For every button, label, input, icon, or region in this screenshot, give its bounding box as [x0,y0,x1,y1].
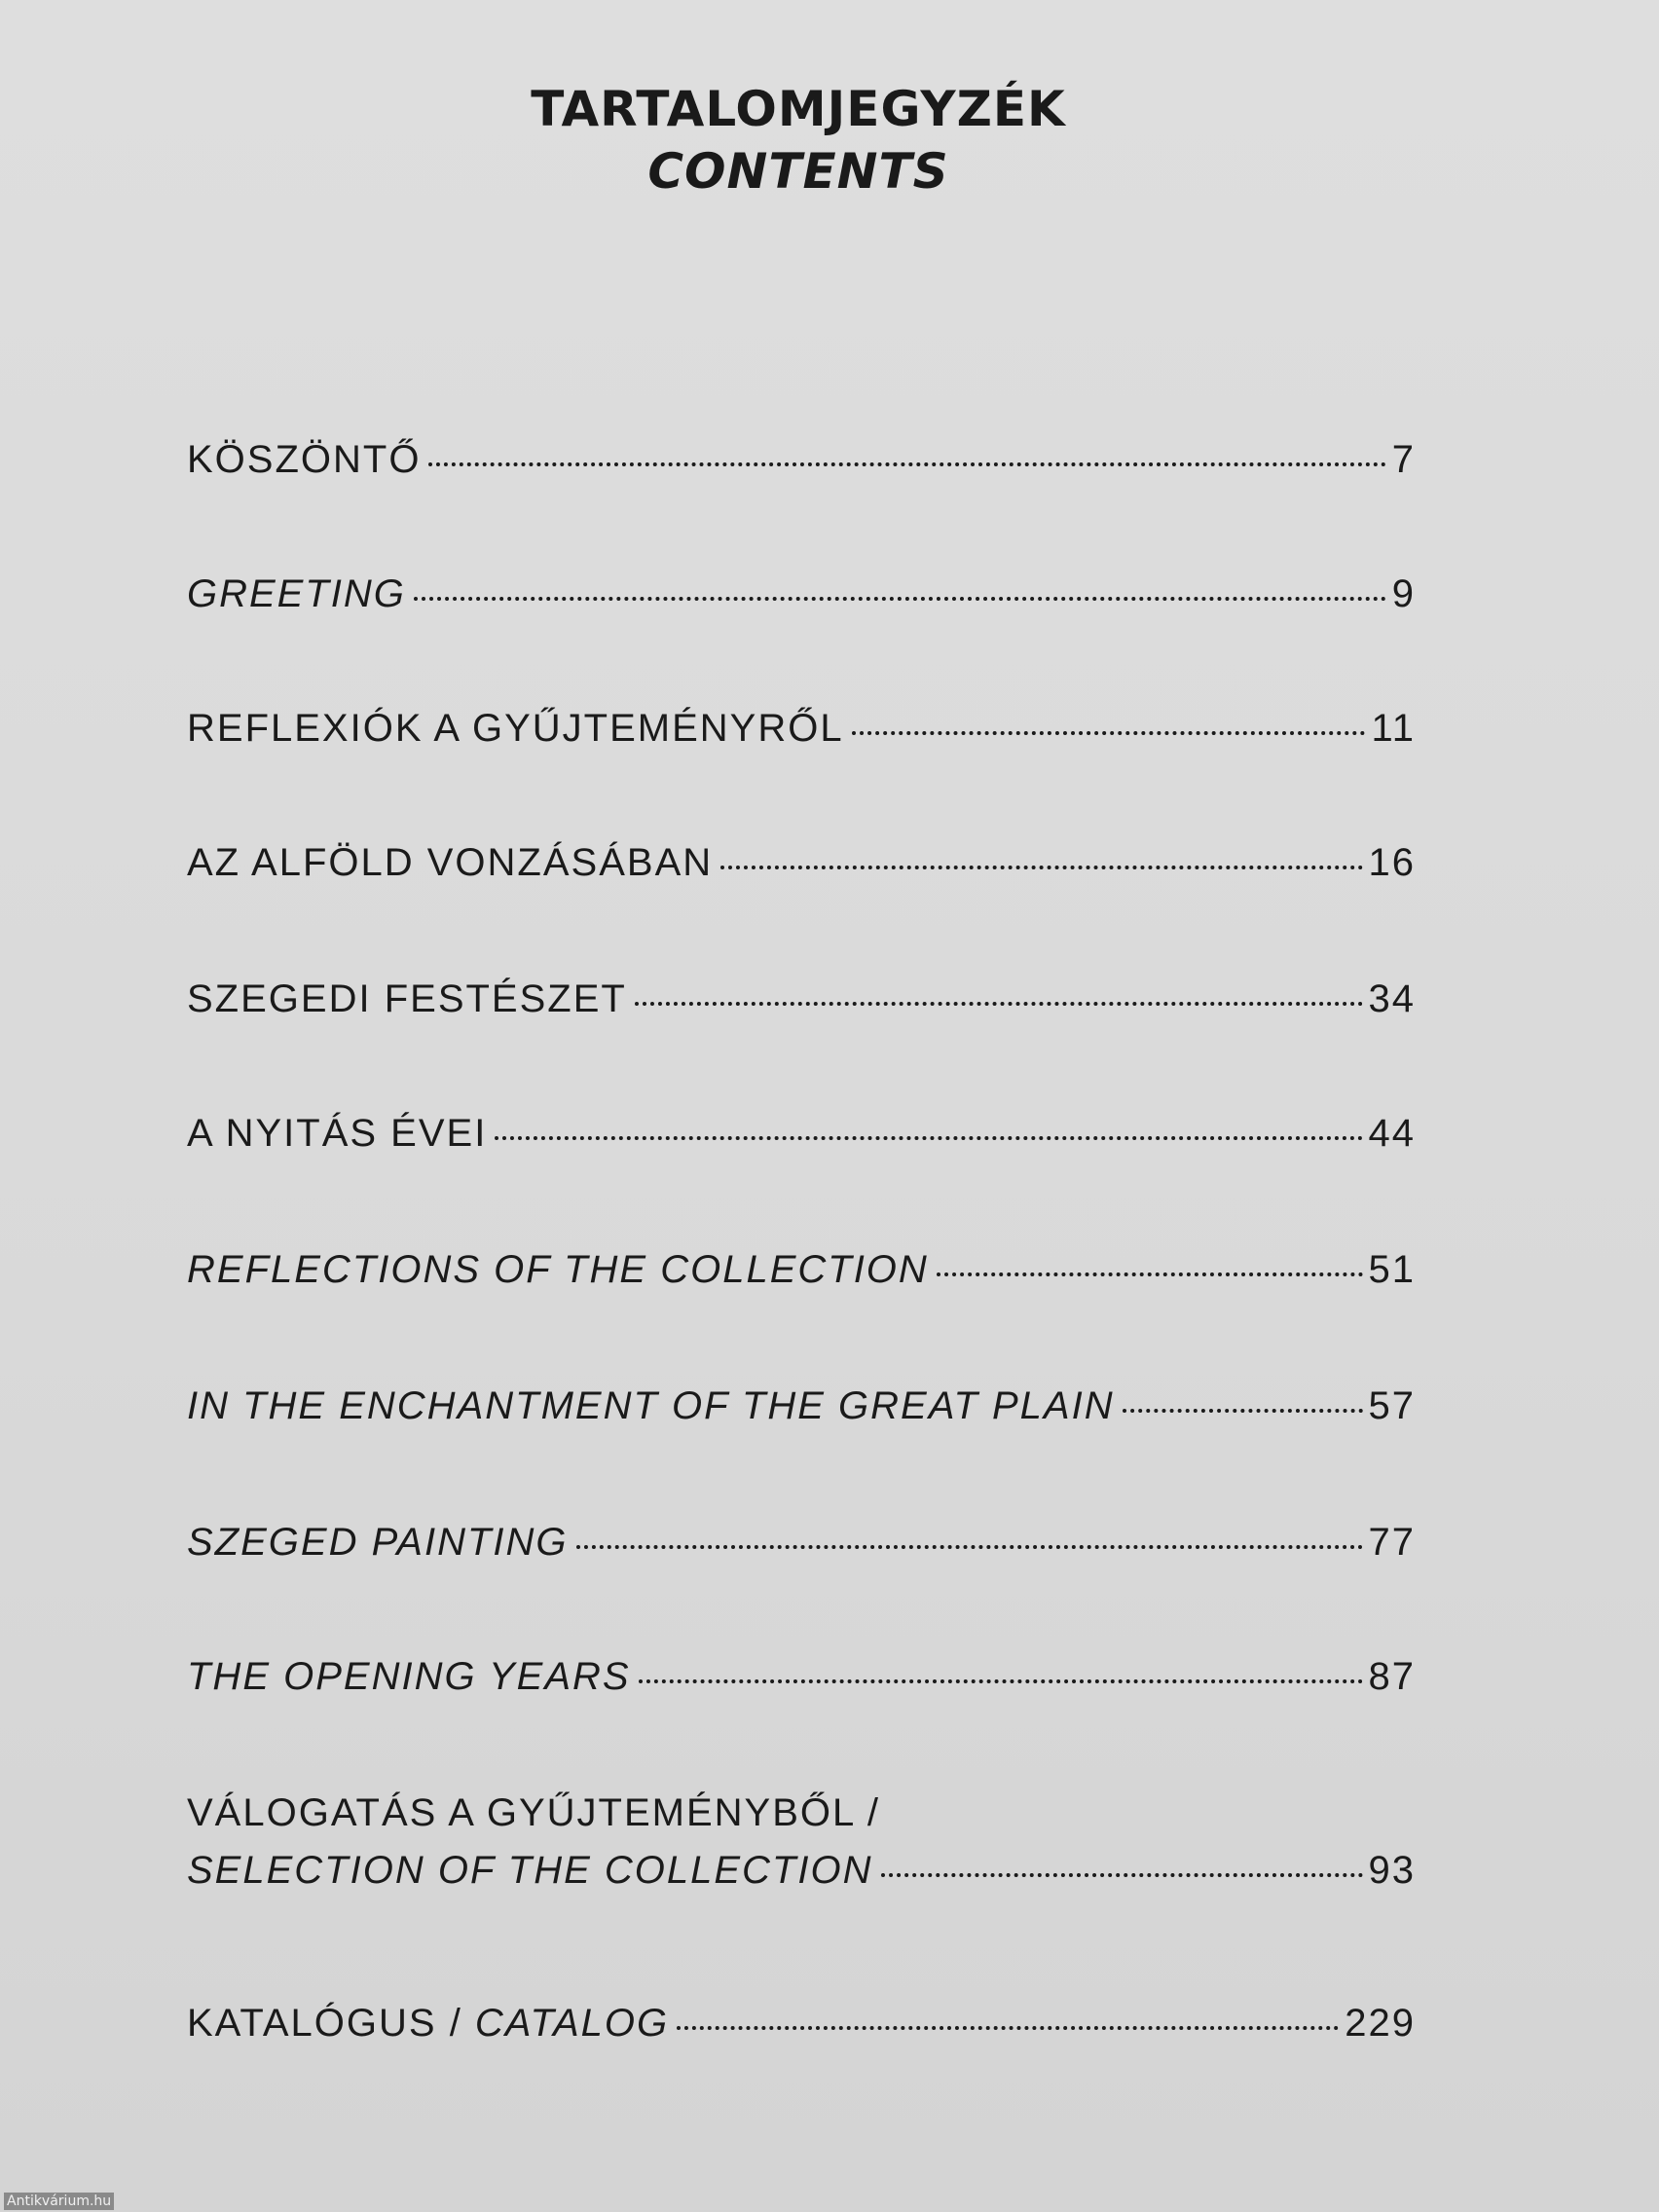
toc-entry-page: 87 [1368,1655,1416,1698]
toc-entry-reflections [187,1248,1416,1292]
dot-leader [639,1679,1363,1683]
toc-entry-page: 44 [1368,1112,1416,1155]
dot-leader [635,1002,1363,1006]
dot-leader [495,1136,1362,1140]
toc-entry-page: 51 [1368,1248,1416,1291]
dot-leader [881,1873,1363,1877]
toc-entry-page: 7 [1391,438,1416,481]
toc-entry-opening-years [187,1655,1416,1699]
watermark-text: Antikvárium.hu [4,2193,114,2210]
toc-entry-koszonto [187,438,1416,482]
toc-entry-label-english: CATALOG [474,2002,670,2045]
toc-entry-szegedi-festeszet [187,977,1416,1021]
toc-entry-enchantment [187,1384,1416,1428]
toc-entry-label: SZEGED PAINTING [187,1521,569,1564]
toc-entry-label: THE OPENING YEARS [187,1655,631,1698]
toc-entry-reflexiok [187,707,1416,751]
dot-leader [937,1272,1363,1276]
toc-entry-page: 11 [1371,707,1416,750]
toc-entry-selection [187,1791,1416,1893]
toc-entry-greeting [187,572,1416,616]
toc-entry-page: 77 [1368,1521,1416,1564]
dot-leader [414,597,1386,601]
toc-entry-szeged-painting [187,1521,1416,1565]
toc-entry-page: 34 [1368,977,1416,1020]
toc-entry-label-english: SELECTION OF THE COLLECTION [187,1849,873,1892]
toc-entry-label-hungarian: VÁLOGATÁS A GYŰJTEMÉNYBŐL / [187,1791,880,1834]
toc-entry-page: 229 [1345,2002,1416,2045]
dot-leader [720,866,1362,869]
toc-entry-alfold [187,841,1416,885]
dot-leader [677,2026,1339,2030]
toc-entry-nyitas-evei [187,1112,1416,1156]
title-english: CONTENTS [647,143,949,200]
toc-entry-label: GREETING [187,572,406,615]
toc-entry-page: 57 [1368,1384,1416,1427]
toc-entry-label: REFLEXIÓK A GYŰJTEMÉNYRŐL [187,707,844,750]
toc-entry-second-line [187,1849,1416,1893]
toc-entry-page: 16 [1368,841,1416,884]
title-hungarian: TARTALOMJEGYZÉK [531,81,1066,137]
title-block [0,78,1597,203]
dot-leader [1123,1409,1363,1413]
toc-entry-label: KÖSZÖNTŐ [187,438,422,481]
dot-leader [428,462,1385,466]
toc-entry-catalog [187,2002,1416,2046]
toc-entry-label: REFLECTIONS OF THE COLLECTION [187,1248,929,1291]
toc-entry-label: AZ ALFÖLD VONZÁSÁBAN [187,841,714,884]
toc-entry-label: SZEGEDI FESTÉSZET [187,977,627,1020]
dot-leader [576,1545,1363,1549]
toc-entry-page: 93 [1368,1849,1416,1892]
toc-entry-label: A NYITÁS ÉVEI [187,1112,488,1155]
toc-entry-label: IN THE ENCHANTMENT OF THE GREAT PLAIN [187,1384,1115,1427]
toc-entry-label-hungarian: KATALÓGUS / [187,2002,475,2045]
dot-leader [852,731,1366,735]
toc-entry-page: 9 [1391,572,1416,615]
